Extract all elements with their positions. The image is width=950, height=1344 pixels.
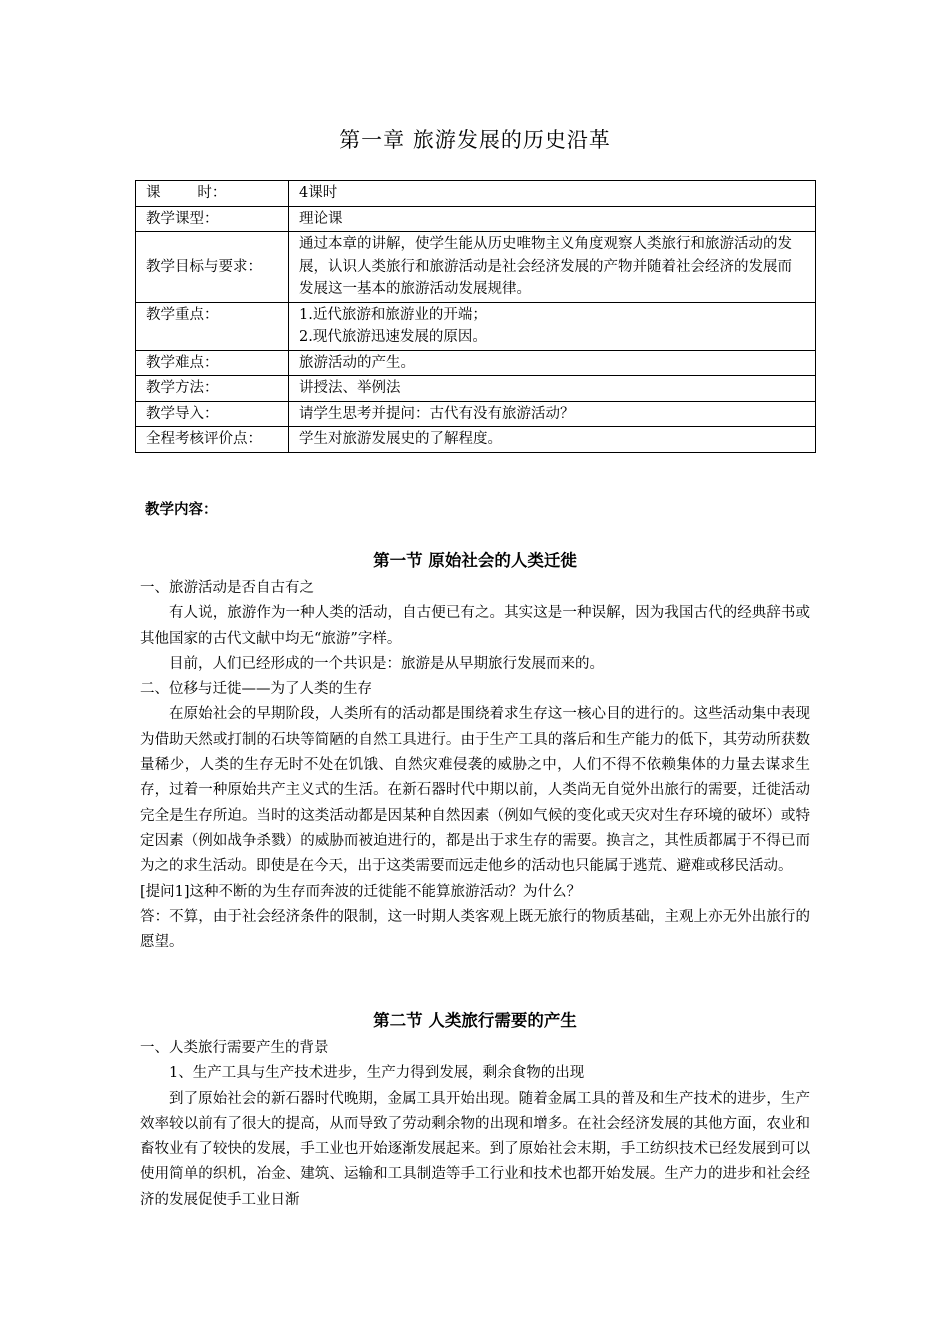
subheading: 一、人类旅行需要产生的背景 (140, 1040, 329, 1056)
row-value (289, 302, 816, 350)
subheading: 1、生产工具与生产技术进步，生产力得到发展，剩余食物的出现 (169, 1065, 585, 1082)
row-value: 旅游活动的产生。 (289, 350, 816, 376)
row-value: 通过本章的讲解，使学生能从历史唯物主义角度观察人类旅行和旅游活动的发展，认识人类旅行和旅游活动是社会经济发展的产物并随着社会经济的发展而发展这一基本的旅游活动发展规律。 (289, 232, 816, 303)
subheading: 一、旅游活动是否自古有之 (140, 580, 314, 596)
row-value: 理论课 (289, 206, 816, 232)
row-label: 课 时： (136, 181, 289, 207)
chapter-title: 第一章 旅游发展的历史沿革 (339, 128, 611, 152)
paragraph: 到了原始社会的新石器时代晚期，金属工具开始出现。随着金属工具的普及和生产技术的进步，生产效率较以前有了很大的提高，从而导致了劳动剩余物的出现和增多。在社会经济发展的其他方面，农业和畜牧业有了较快的发展，手工业也开始逐渐发展起来。到了原始社会末期，手工纺织技术已经发展到可以使用简单的织机，冶金、建筑、运输和工具制造等手工行业和技术也都开始发展。生产力的进步和社会经济的发展促使手工业日渐 (140, 1090, 810, 1208)
answer: 答：不算，由于社会经济条件的限制，这一时期人类客观上既无旅行的物质基础，主观上亦无外出旅行的愿望。 (140, 908, 810, 951)
focus-item: 1.近代旅游和旅游业的开端； (299, 306, 487, 323)
row-label: 全程考核评价点： (136, 427, 289, 453)
row-value: 讲授法、举例法 (289, 376, 816, 402)
section-2 (140, 1008, 810, 1213)
table-row (136, 376, 816, 402)
row-label: 教学课型： (136, 206, 289, 232)
teaching-content-label: 教学内容： (145, 502, 218, 518)
row-value: 4课时 (289, 181, 816, 207)
row-value: 学生对旅游发展史的了解程度。 (289, 427, 816, 453)
table-row (136, 401, 816, 427)
section-title: 第一节 原始社会的人类迁徙 (373, 551, 577, 570)
table-row (136, 302, 816, 350)
table-row (136, 427, 816, 453)
focus-item: 2.现代旅游迅速发展的原因。 (299, 329, 487, 345)
row-label: 教学重点： (136, 302, 289, 350)
section-1 (140, 548, 810, 955)
paragraph: 有人说，旅游作为一种人类的活动，自古便已有之。其实这是一种误解，因为我国古代的经典辞书或其他国家的古代文献中均无“旅游”字样。 (140, 605, 810, 647)
section-title: 第二节 人类旅行需要的产生 (373, 1011, 577, 1030)
row-label: 教学难点： (136, 350, 289, 376)
table-row (136, 232, 816, 303)
row-label: 教学方法： (136, 376, 289, 402)
paragraph: 在原始社会的早期阶段，人类所有的活动都是围绕着求生存这一核心目的进行的。这些活动集中表现为借助天然或打制的石块等简陋的自然工具进行。由于生产工具的落后和生产能力的低下，其劳动所获数量稀少，人类的生存无时不处在饥饿、自然灾难侵袭的威胁之中，人们不得不依赖集体的力量去谋求生存，过着一种原始共产主义式的生活。在新石器时代中期以前，人类尚无自觉外出旅行的需要，迁徙活动完全是生存所迫。当时的这类活动都是因某种自然因素（例如气候的变化或天灾对生存环境的破坏）或特定因素（例如战争杀戮）的威胁而被迫进行的，都是出于求生存的需要。换言之，其性质都属于不得已而为之的求生活动。即使是在今天，出于这类需要而远走他乡的活动也只能属于逃荒、避难或移民活动。 (140, 706, 810, 875)
course-info-table (135, 180, 816, 453)
subheading: 二、位移与迁徙——为了人类的生存 (140, 681, 372, 698)
table-row (136, 181, 816, 207)
table-row (136, 350, 816, 376)
question: [提问1]这种不断的为生存而奔波的迁徙能不能算旅游活动？为什么？ (140, 883, 582, 900)
table-row (136, 206, 816, 232)
row-value: 请学生思考并提问：古代有没有旅游活动？ (289, 401, 816, 427)
paragraph: 目前，人们已经形成的一个共识是：旅游是从早期旅行发展而来的。 (169, 655, 604, 672)
row-label: 教学目标与要求： (136, 232, 289, 303)
row-label: 教学导入： (136, 401, 289, 427)
